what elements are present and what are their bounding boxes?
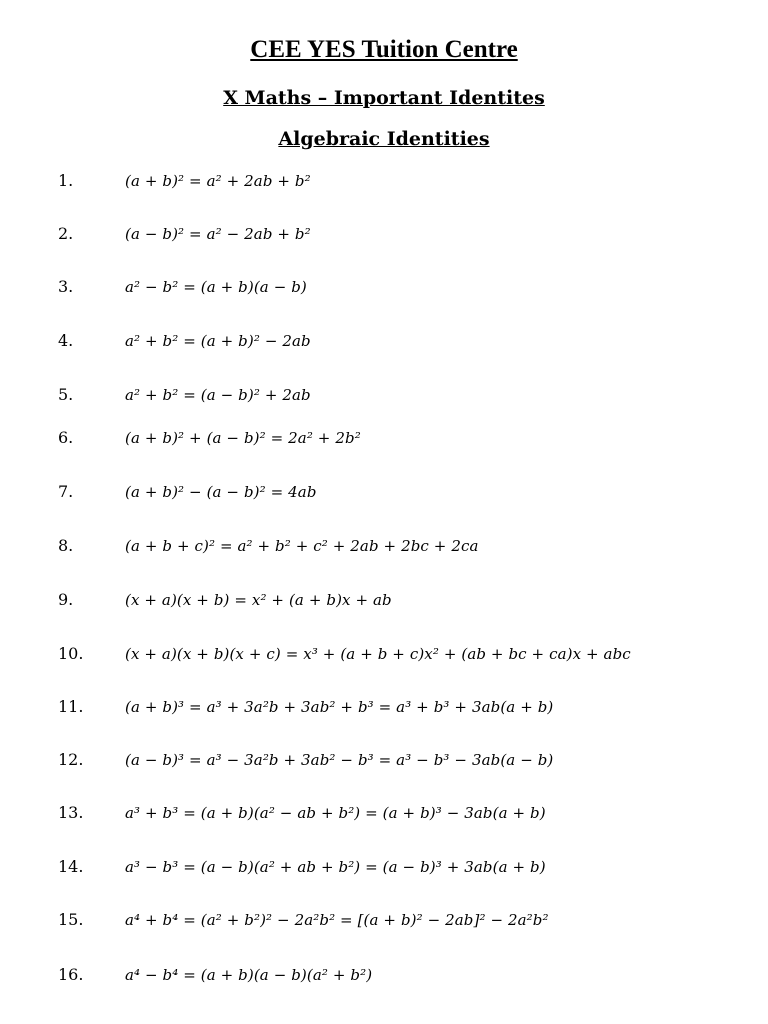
identity-equation: a⁴ + b⁴ = (a² + b²)² − 2a²b² = [(a + b)² − 2ab]² − 2a²b²	[125, 911, 549, 929]
identity-equation: a³ + b³ = (a + b)(a² − ab + b²) = (a + b)³ − 3ab(a + b)	[125, 804, 546, 822]
identity-number: 5.	[58, 385, 74, 404]
identity-equation: (a − b)² = a² − 2ab + b²	[125, 225, 311, 243]
identity-number: 11.	[58, 697, 84, 716]
identity-number: 8.	[58, 536, 74, 555]
identity-number: 12.	[58, 750, 84, 769]
identity-row	[0, 167, 768, 195]
identity-number: 13.	[58, 803, 84, 822]
identity-equation: (a − b)³ = a³ − 3a²b + 3ab² − b³ = a³ − b³ − 3ab(a − b)	[125, 751, 554, 769]
identity-equation: (x + a)(x + b)(x + c) = x³ + (a + b + c)x² + (ab + bc + ca)x + abc	[125, 645, 631, 663]
identity-row	[0, 478, 768, 506]
identity-row	[0, 961, 768, 989]
identity-equation: (a + b)² − (a − b)² = 4ab	[125, 483, 317, 501]
identity-row	[0, 853, 768, 881]
identity-number: 1.	[58, 171, 74, 190]
identity-equation: a² + b² = (a + b)² − 2ab	[125, 332, 311, 350]
identity-equation: (x + a)(x + b) = x² + (a + b)x + ab	[125, 591, 392, 609]
identity-row	[0, 640, 768, 668]
identity-row	[0, 220, 768, 248]
section-heading: Algebraic Identities	[278, 128, 490, 150]
identity-number: 3.	[58, 277, 74, 296]
identity-row	[0, 532, 768, 560]
identity-row	[0, 799, 768, 827]
identity-number: 7.	[58, 482, 74, 501]
identity-number: 2.	[58, 224, 74, 243]
identity-equation: (a + b)² = a² + 2ab + b²	[125, 172, 311, 190]
identity-equation: (a + b)³ = a³ + 3a²b + 3ab² + b³ = a³ + b³ + 3ab(a + b)	[125, 698, 554, 716]
identity-row	[0, 273, 768, 301]
identity-row	[0, 693, 768, 721]
identity-row	[0, 424, 768, 452]
identity-number: 10.	[58, 644, 84, 663]
identity-number: 4.	[58, 331, 74, 350]
page-subtitle: X Maths – Important Identites	[223, 87, 545, 109]
identity-row	[0, 586, 768, 614]
identity-number: 6.	[58, 428, 74, 447]
identity-number: 9.	[58, 590, 74, 609]
identity-row	[0, 746, 768, 774]
page-title: CEE YES Tuition Centre	[250, 36, 518, 63]
identity-equation: (a + b + c)² = a² + b² + c² + 2ab + 2bc + 2ca	[125, 537, 479, 555]
identity-number: 16.	[58, 965, 84, 984]
identity-row	[0, 327, 768, 355]
identity-number: 15.	[58, 910, 84, 929]
identity-row	[0, 906, 768, 934]
identity-number: 14.	[58, 857, 84, 876]
identity-equation: a² − b² = (a + b)(a − b)	[125, 278, 307, 296]
identity-equation: a³ − b³ = (a − b)(a² + ab + b²) = (a − b)³ + 3ab(a + b)	[125, 858, 546, 876]
identity-row	[0, 381, 768, 409]
identity-equation: a⁴ − b⁴ = (a + b)(a − b)(a² + b²)	[125, 966, 373, 984]
identity-equation: a² + b² = (a − b)² + 2ab	[125, 386, 311, 404]
identity-equation: (a + b)² + (a − b)² = 2a² + 2b²	[125, 429, 361, 447]
